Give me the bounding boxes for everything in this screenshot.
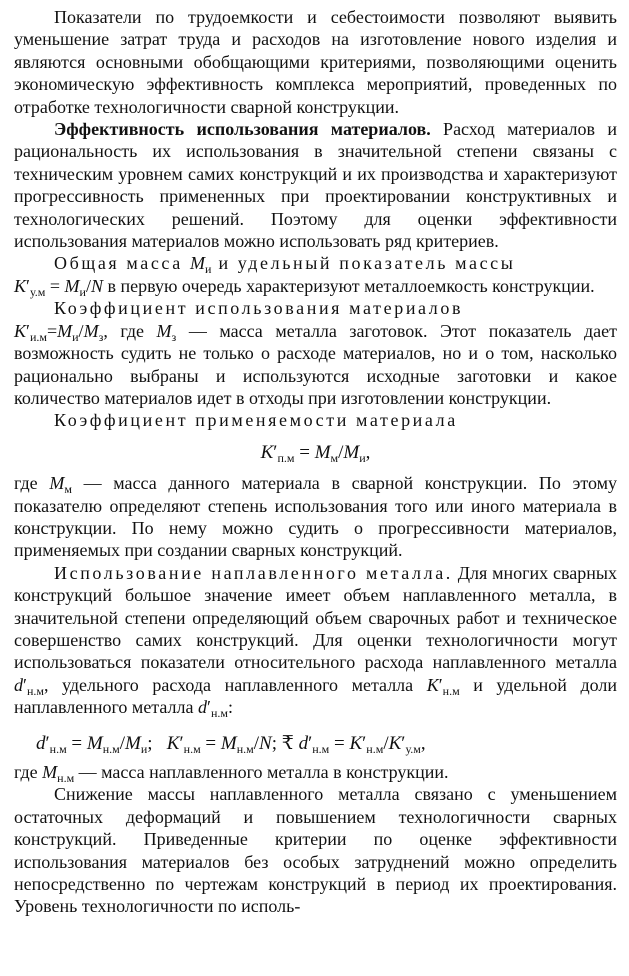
symbol-d-nm: $d'_{н.м}$ bbox=[14, 674, 44, 698]
symbol-d: d bbox=[298, 732, 309, 754]
subscript-z: з bbox=[171, 329, 177, 344]
subscript-i: и bbox=[359, 450, 366, 465]
symbol-K: K bbox=[14, 275, 27, 296]
subscript-im: и.м bbox=[29, 329, 47, 344]
subscript-um: у.м bbox=[29, 284, 46, 299]
formula-utilization: $K'_{и.м}=M_и/M_з$, bbox=[14, 320, 108, 344]
heading-utilization-coefficient: Коэффициент использования материалов bbox=[54, 298, 464, 319]
subscript-i: и bbox=[72, 329, 79, 344]
subscript-m: м bbox=[64, 482, 72, 497]
subscript-nm: н.м bbox=[312, 741, 330, 756]
paragraph-deposited-metal bbox=[14, 562, 617, 719]
paragraph-conclusion: Снижение массы наплавленного металла связано с уменьшением остаточных деформаций и повышением технологичности сварных конструкций. Приведенные критерии по оценке эффективности использования материалов без особых затруднений можно определить непосредственно по чертежам конструкций в период их проектирования. Уровень технологичности по исполь- bbox=[14, 784, 617, 917]
symbol-M: M bbox=[125, 732, 141, 754]
subscript-z: з bbox=[98, 329, 104, 344]
symbol-K-nm: $K'_{н.м}$ bbox=[426, 674, 460, 698]
paragraph-deposited-metal-d: и удельной доли наплавленного металла bbox=[14, 674, 617, 718]
symbol-M: M bbox=[189, 253, 205, 274]
paragraph-deposited-metal-c: , удельного расхода наплавленного металла bbox=[43, 674, 427, 695]
subscript-nm: н.м bbox=[49, 741, 67, 756]
symbol-M: M bbox=[314, 441, 331, 463]
subscript-i: и bbox=[79, 284, 86, 299]
formula-total-mass bbox=[189, 253, 212, 277]
paragraph-total-mass bbox=[14, 252, 617, 297]
symbol-M: M bbox=[42, 762, 58, 782]
symbol-M: M bbox=[49, 473, 65, 494]
paragraph-intro: Показатели по трудоемкости и себестоимости позволяют выявить уменьшение затрат труда и расходов на изготовление нового изделия и являются основными обобщающими критериями, позволяющими оценить экономическую эффективность комплекса мероприятий, проведенных по отработке технологичности сварной конструкции. bbox=[14, 7, 617, 117]
subscript-nm: н.м bbox=[210, 706, 228, 721]
symbol-M-nm bbox=[42, 762, 75, 785]
symbol-K: K bbox=[14, 320, 27, 341]
formula-specific-mass: $K'_{у.м} = M_и/N$ bbox=[14, 275, 103, 299]
subscript-i: и bbox=[140, 741, 148, 756]
symbol-Mz bbox=[156, 320, 177, 344]
subscript-nm: н.м bbox=[26, 683, 44, 698]
heading-materials-efficiency: Эффективность использования материалов. bbox=[54, 119, 431, 140]
symbol-M: M bbox=[57, 320, 73, 341]
formula-deposited-metal: $d'_{н.м} = M_{н.м}/M_и$; $K'_{н.м} = M_{н.м}/N$; ₹ $d'_{н.м} = K'_{н.м}/K'_{у.м}$, bbox=[36, 732, 426, 756]
subscript-m: м bbox=[330, 450, 339, 465]
word-where: где bbox=[14, 473, 50, 494]
paragraph-materials bbox=[14, 118, 617, 252]
symbol-d-nm-2: $d'_{н.м}$ bbox=[198, 697, 228, 721]
symbol-K: K bbox=[426, 674, 439, 695]
paragraph-total-mass-tail: в первую очередь характеризуют металлоемкость конструкции. bbox=[102, 275, 595, 296]
symbol-M: M bbox=[156, 320, 172, 341]
formula-applicability: $K'_{п.м} = M_м/M_и$, bbox=[260, 441, 371, 465]
paragraph-utilization-where: где bbox=[107, 320, 157, 341]
paragraph-applicability-explain-body: — масса данного материала в сварной конструкции. По этому показателю определяют степень использования того или иного материала в конструкции. По нему можно судить о прогрессивности материалов, применяемых при создании сварных конструкций. bbox=[14, 473, 617, 561]
paragraph-utilization-body: — масса металла заготовок. Этот показатель дает возможность судить не только о расходе материалов, но и о том, насколько рационально выбраны и используются исходные заготовки и какое количество материалов идет в отходы при изготовлении конструкции. bbox=[14, 320, 618, 408]
paragraph-deposited-explain-body: — масса наплавленного металла в конструкции. bbox=[74, 762, 449, 782]
term-total-mass: Общая масса bbox=[54, 253, 190, 274]
paragraph-deposited-metal-e: : bbox=[227, 697, 233, 718]
symbol-M: M bbox=[343, 441, 360, 463]
heading-deposited-metal: Использование наплавленного металла. bbox=[54, 562, 453, 583]
subscript-nm: н.м bbox=[183, 741, 201, 756]
subscript-i: и bbox=[204, 262, 212, 277]
subscript-nm: н.м bbox=[57, 771, 75, 785]
symbol-K: K bbox=[349, 732, 363, 754]
paragraph-materials-body: Расход материалов и рациональность их использования в значительной степени связаны с техническим уровнем самих конструкций и их производства и характеризуют прогрессивность примененных при проектировании конструктивных и технологических решений. Поэтому для оценки эффективности использования материалов можно использовать ряд критериев. bbox=[14, 119, 617, 252]
symbol-M: M bbox=[83, 320, 99, 341]
subscript-pm: п.м bbox=[277, 450, 295, 465]
paragraph-utilization bbox=[14, 297, 617, 409]
symbol-K: K bbox=[166, 732, 180, 754]
symbol-M: M bbox=[86, 732, 103, 754]
subscript-nm: н.м bbox=[442, 683, 460, 698]
symbol-K: K bbox=[388, 732, 402, 754]
symbol-d: d bbox=[198, 697, 207, 718]
symbol-M: M bbox=[220, 732, 237, 754]
paragraph-applicability-explain bbox=[14, 472, 617, 562]
symbol-Mm bbox=[49, 473, 72, 497]
paragraph-deposited-metal-body: Для многих сварных конструкций большое значение имеет объем наплавленного металла, в значительной степени определяющий объем сварочных работ и техническое совершенство самих конструкций. Для оценки технологичности могут использоваться показатели относительного расхода наплавленного металла bbox=[14, 562, 617, 673]
symbol-d: d bbox=[14, 674, 23, 695]
subscript-nm: н.м bbox=[366, 741, 384, 756]
subscript-nm: н.м bbox=[102, 741, 120, 756]
symbol-M: M bbox=[64, 275, 80, 296]
term-specific-mass: и удельный показатель массы bbox=[211, 253, 516, 274]
heading-applicability-coefficient: Коэффициент применяемости материала bbox=[54, 410, 458, 431]
symbol-K: K bbox=[260, 441, 274, 463]
word-where: где bbox=[14, 762, 43, 782]
subscript-um: у.м bbox=[405, 741, 421, 756]
subscript-nm: н.м bbox=[236, 741, 254, 756]
symbol-d: d bbox=[36, 732, 46, 754]
paragraph-deposited-explain bbox=[14, 761, 617, 783]
paragraph-applicability bbox=[14, 409, 617, 431]
